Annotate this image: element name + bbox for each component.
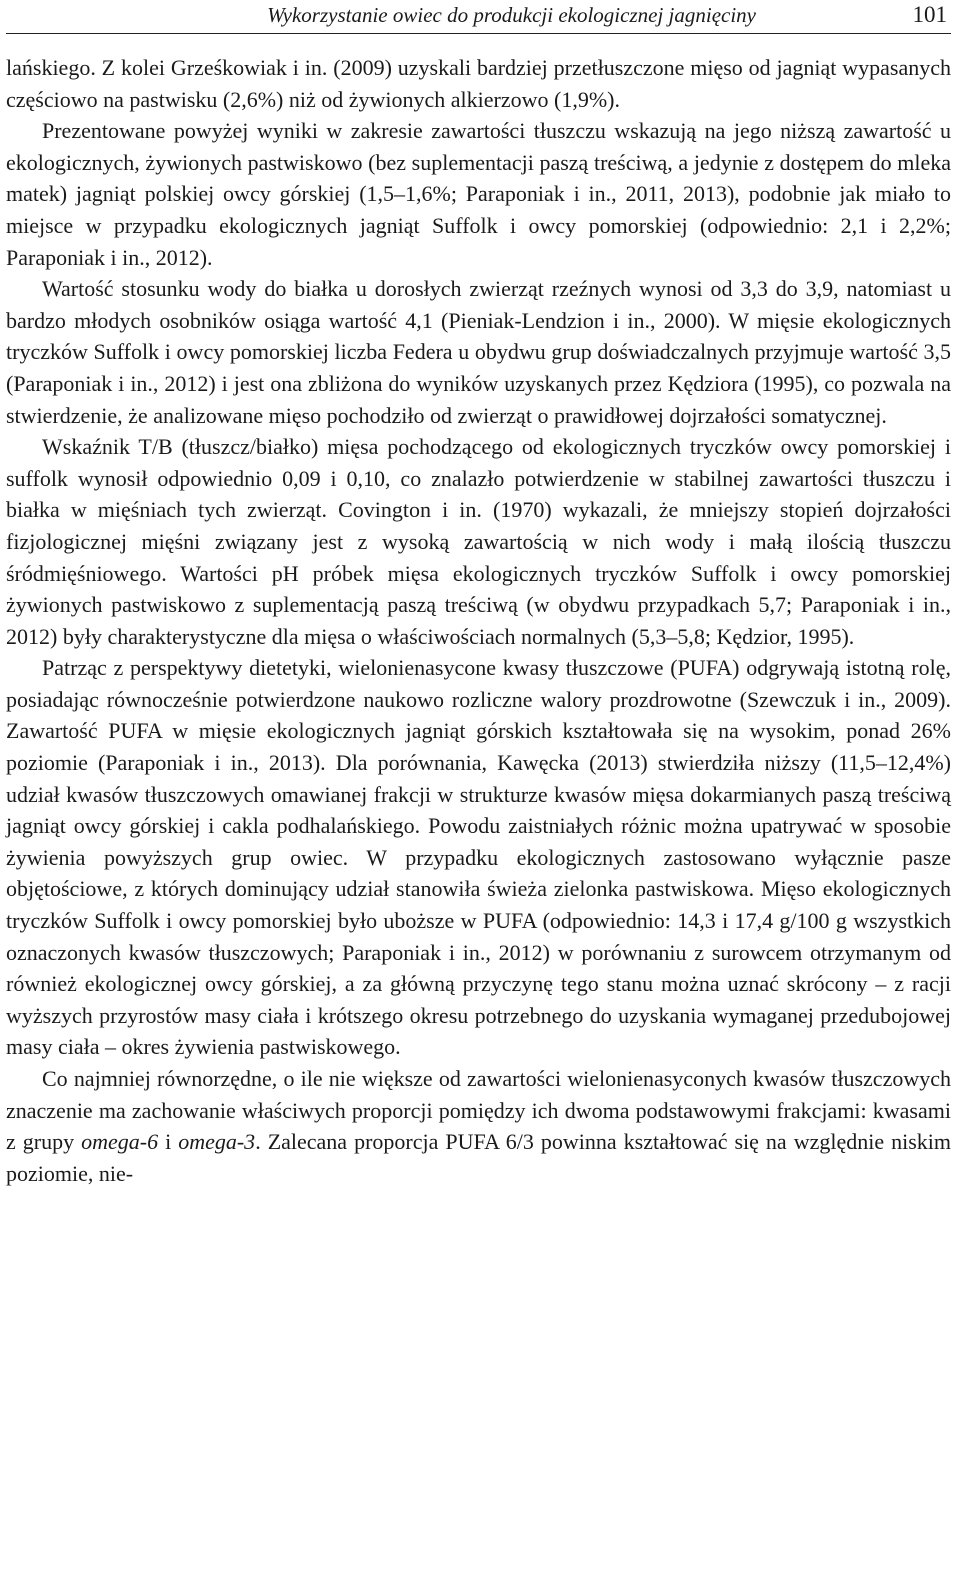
paragraph-omega-text-mid: i [158,1129,179,1155]
running-title: Wykorzystanie owiec do produkcji ekologicznej jagnięciny [267,3,756,27]
paragraph-pufa: Patrząc z perspektywy dietetyki, wielonienasycone kwasy tłuszczowe (PUFA) odgrywają istotną rolę, posiadając równocześnie potwierdzone naukowo rozliczne walory prozdrowotne (Szewczuk i in., 2009). Zawartość PUFA w mięsie ekologicznych jagniąt górskich kształtowała się na wysokim, ponad 26% poziomie (Paraponiak i in., 2013). Dla porównania, Kawęcka (2013) stwierdziła niższy (11,5–12,4%) udział kwasów tłuszczowych omawianej frakcji w strukturze kwasów mięsa dokarmianych paszą treściwą jagniąt owcy górskiej i cakla podhalańskiego. Powodu zaistniałych różnic można upatrywać w sposobie żywienia powyższych grup owiec. W przypadku ekologicznych zastosowano wyłącznie pasze objętościowe, z których dominujący udział stanowiła świeża zielonka pastwiskowa. Mięso ekologicznych tryczków Suffolk i owcy pomorskiej było uboższe w PUFA (odpowiednio: 14,3 i 17,4 g/100 g wszystkich oznaczonych kwasów tłuszczowych; Paraponiak i in., 2012) w porównaniu z surowcem otrzymanym od również ekologicznej owcy górskiej, a za główną przyczynę tego stanu można uznać skrócony – z racji wyższych przyrostów masy ciała i krótszego okresu potrzebnego do uzyskania wymaganej przedubojowej masy ciała – okres żywienia pastwiskowego. [6,655,951,1060]
paragraph-fat-protein-index: Wskaźnik T/B (tłuszcz/białko) mięsa pochodzącego od ekologicznych tryczków owcy pomorskiej i suffolk wynosił odpowiednio 0,09 i 0,10, co znalazło potwierdzenie w stabilnej zawartości tłuszczu i białka w mięśniach tych zwierząt. Covington i in. (1970) wykazali, że mniejszy stopień dojrzałości fizjologicznej mięśni związany jest z wysoką zawartością w nich wody i małą ilością tłuszczu śródmięśniowego. Wartości pH próbek mięsa ekologicznych tryczków Suffolk i owcy pomorskiej żywionych pastwiskowo z suplementacją paszą treściwą (w obydwu przypadkach 5,7; Paraponiak i in., 2012) były charakterystyczne dla mięsa o właściwościach normalnych (5,3–5,8; Kędzior, 1995). [6,434,951,649]
paragraph-omega-ratio [6,1063,951,1189]
page-number: 101 [912,2,947,27]
omega-6-term: omega-6 [81,1129,159,1155]
document-page [6,0,951,1581]
paragraph-water-protein-ratio: Wartość stosunku wody do białka u dorosłych zwierząt rzeźnych wynosi od 3,3 do 3,9, natomiast u bardzo młodych osobników osiąga wartość 4,1 (Pieniak-Lendzion i in., 2000). W mięsie ekologicznych tryczków Suffolk i owcy pomorskiej liczba Federa u obydwu grup doświadczalnych przyjmuje wartość 3,5 (Paraponiak i in., 2012) i jest ona zbliżona do wyników uzyskanych przez Kędziora (1995), co pozwala na stwierdzenie, że analizowane mięso pochodziło od zwierząt o prawidłowej dojrzałości somatycznej. [6,276,951,428]
omega-3-term: omega-3 [178,1129,256,1155]
running-header [6,0,951,34]
body-text [6,52,951,1189]
paragraph-omega-text-after: . Zalecana proporcja PUFA 6/3 powinna kształtować się na względnie niskim poziomie, nie- [6,1129,951,1186]
paragraph-continuation: lańskiego. Z kolei Grześkowiak i in. (2009) uzyskali bardziej przetłuszczone mięso od jagniąt wypasanych częściowo na pastwisku (2,6%) niż od żywionych alkierzowo (1,9%). [6,55,951,112]
paragraph-fat-content: Prezentowane powyżej wyniki w zakresie zawartości tłuszczu wskazują na jego niższą zawartość u ekologicznych, żywionych pastwiskowo (bez suplementacji paszą treściwą, a jedynie z dostępem do mleka matek) jagniąt polskiej owcy górskiej (1,5–1,6%; Paraponiak i in., 2011, 2013), podobnie jak miało to miejsce w przypadku ekologicznych jagniąt Suffolk i owcy pomorskiej (odpowiednio: 2,1 i 2,2%; Paraponiak i in., 2012). [6,118,951,270]
paragraph-omega-text-before: Co najmniej równorzędne, o ile nie większe od zawartości wielonienasyconych kwasów tłuszczowych znaczenie ma zachowanie właściwych proporcji pomiędzy ich dwoma podstawowymi frakcjami: kwasami z grupy [6,1066,951,1155]
